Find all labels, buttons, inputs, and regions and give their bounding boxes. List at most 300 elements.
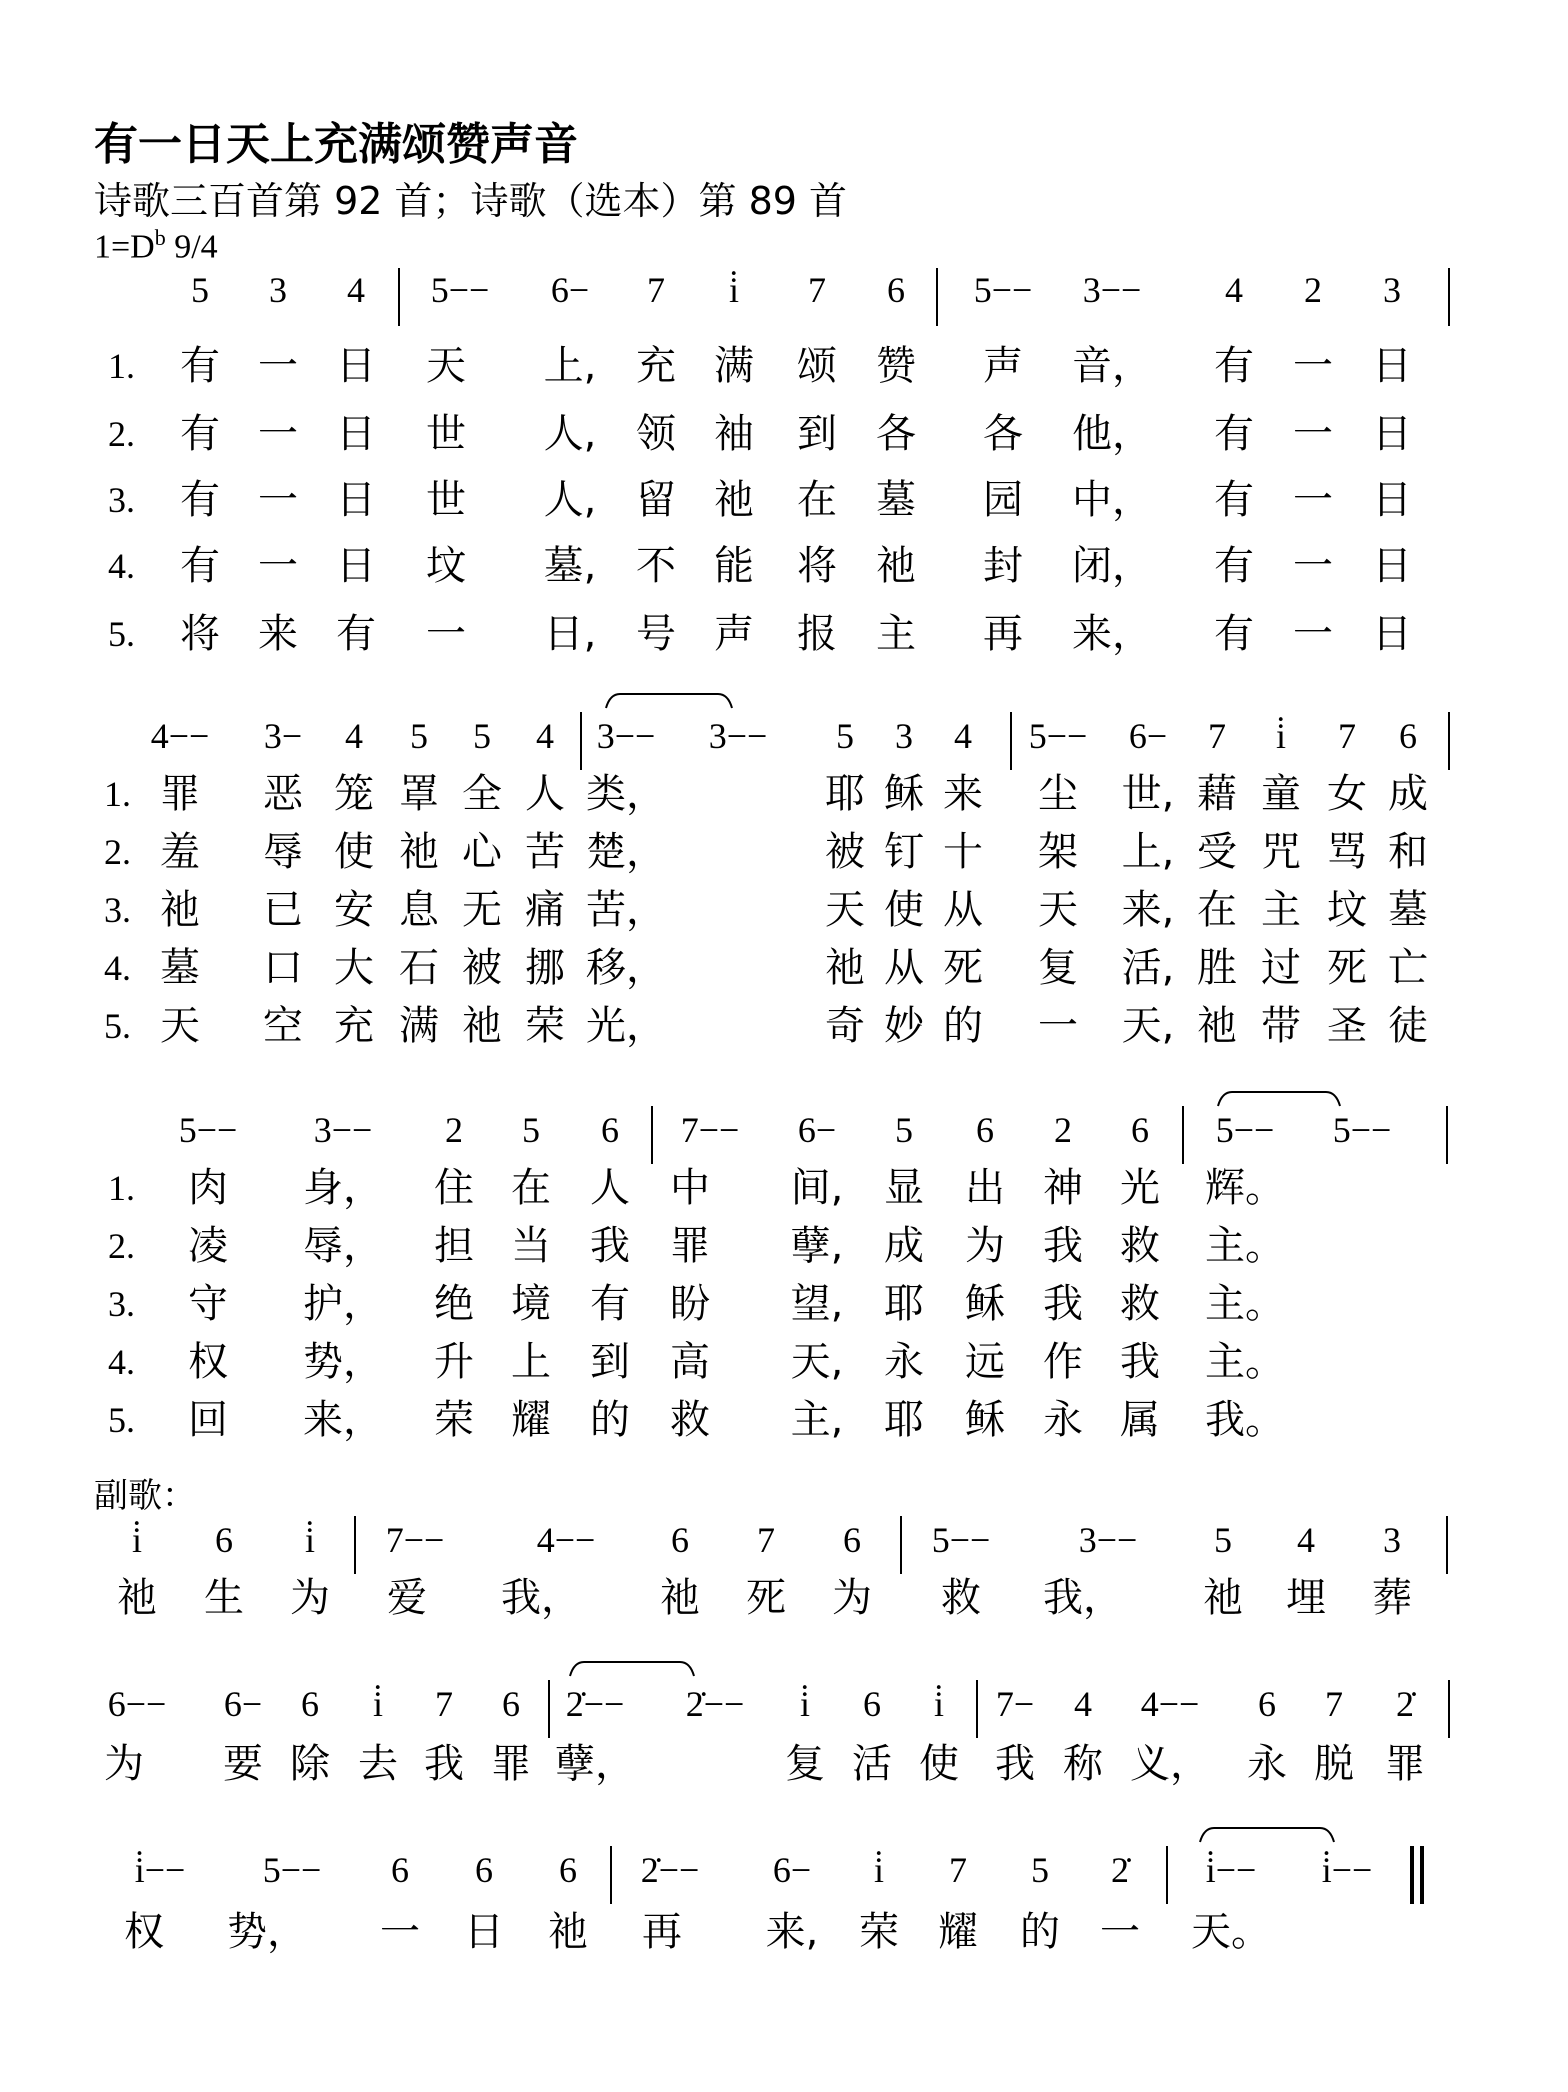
lyric: 天 (160, 1003, 200, 1049)
note: 3 (1383, 1520, 1401, 1560)
lyric: 神 (1043, 1165, 1083, 1211)
note: 4 (345, 716, 363, 756)
lyric: 祂 (825, 945, 865, 991)
lyric: 耀 (511, 1397, 551, 1443)
note: 6 (502, 1684, 520, 1724)
lyric: 权 (124, 1909, 164, 1955)
lyric: 将 (180, 611, 220, 657)
note: 5 (473, 716, 491, 756)
lyric: 领 (636, 411, 676, 457)
lyric: 满 (399, 1003, 439, 1049)
key-signature (94, 225, 218, 266)
lyric: 笼 (334, 771, 374, 817)
lyric: 死 (746, 1575, 786, 1621)
lyric: 升 (434, 1339, 474, 1385)
note: 7 (1325, 1684, 1343, 1724)
lyric: 我 (995, 1741, 1035, 1787)
lyric: 来， (303, 1397, 383, 1443)
lyric: 苦， (586, 887, 666, 933)
lyric: 日 (336, 543, 376, 589)
lyric: 大 (334, 945, 374, 991)
lyric: 救 (670, 1397, 710, 1443)
lyric: 埋 (1286, 1575, 1326, 1621)
lyric: 救 (1120, 1281, 1160, 1327)
lyric: 主。 (1205, 1339, 1285, 1385)
lyric: 人, (543, 411, 597, 457)
lyric: 一 (258, 343, 298, 389)
note: 5 (410, 716, 428, 756)
note: 6− (1128, 716, 1168, 756)
lyric: 安 (334, 887, 374, 933)
note: 7 (1338, 716, 1356, 756)
note: 4 (1074, 1684, 1092, 1724)
barline (900, 1516, 902, 1574)
note: 7− (995, 1684, 1035, 1724)
lyric: 的 (590, 1397, 630, 1443)
note: 4−− (1140, 1684, 1200, 1724)
lyric: 死 (1327, 945, 1367, 991)
note: 6 (887, 270, 905, 310)
verse-number: 2. (104, 832, 131, 872)
lyric: 到 (590, 1339, 630, 1385)
note: 6 (1399, 716, 1417, 756)
lyric: 孽， (555, 1741, 635, 1787)
lyric: 一 (258, 411, 298, 457)
lyric: 和 (1388, 829, 1428, 875)
note: i̇−− (1205, 1850, 1257, 1890)
lyric: 过 (1261, 945, 1301, 991)
lyric: 全 (462, 771, 502, 817)
barline (1446, 1106, 1448, 1164)
lyric: 属 (1120, 1397, 1160, 1443)
final-barline (1410, 1846, 1414, 1904)
lyric: 为 (104, 1741, 144, 1787)
lyric: 我 (590, 1223, 630, 1269)
barline (1448, 1680, 1450, 1738)
verse-number: 5. (108, 1400, 135, 1440)
verse-number: 2. (108, 414, 135, 454)
lyric: 耶 (884, 1397, 924, 1443)
lyric: 充 (636, 343, 676, 389)
lyric: 中 (670, 1165, 710, 1211)
note: 5 (836, 716, 854, 756)
verse-number: 2. (108, 1226, 135, 1266)
refrain-label: 副歌： (94, 1476, 196, 1516)
lyric: 耶 (825, 771, 865, 817)
key-flat: b (154, 225, 166, 250)
barline (548, 1680, 550, 1738)
lyric: 世 (426, 477, 466, 523)
lyric: 来, (1121, 887, 1175, 933)
lyric: 来 (258, 611, 298, 657)
lyric: 一 (258, 477, 298, 523)
lyric: 墓 (1388, 887, 1428, 933)
lyric: 尘 (1038, 771, 1078, 817)
note: 3 (895, 716, 913, 756)
lyric: 天 (825, 887, 865, 933)
note: 2̇ (1111, 1850, 1129, 1890)
note: i̇−− (1321, 1850, 1373, 1890)
lyric: 罩 (399, 771, 439, 817)
lyric: 身， (303, 1165, 383, 1211)
lyric: 救 (1120, 1223, 1160, 1269)
lyric: 受 (1197, 829, 1237, 875)
note: 5−− (1028, 716, 1088, 756)
lyric: 祂 (462, 1003, 502, 1049)
lyric: 祂 (160, 887, 200, 933)
note: 4 (347, 270, 365, 310)
lyric: 赞 (876, 343, 916, 389)
lyric: 日 (336, 477, 376, 523)
lyric: 主 (1261, 887, 1301, 933)
lyric: 祂 (399, 829, 439, 875)
lyric: 死 (943, 945, 983, 991)
note: 6− (223, 1684, 263, 1724)
lyric: 人, (543, 477, 597, 523)
lyric: 天, (1121, 1003, 1175, 1049)
note: 2̇−− (640, 1850, 700, 1890)
note: 2 (1304, 270, 1322, 310)
note: 2̇−− (565, 1684, 625, 1724)
lyric: 绝 (434, 1281, 474, 1327)
note: 6 (1258, 1684, 1276, 1724)
note: 5 (1214, 1520, 1232, 1560)
lyric: 日 (1372, 543, 1412, 589)
lyric: 一 (380, 1909, 420, 1955)
barline (651, 1106, 653, 1164)
note: 5−− (178, 1110, 238, 1150)
lyric: 除 (290, 1741, 330, 1787)
lyric: 光， (586, 1003, 666, 1049)
lyric: 已 (263, 887, 303, 933)
lyric: 再 (983, 611, 1023, 657)
lyric: 园 (983, 477, 1023, 523)
lyric: 复 (785, 1741, 825, 1787)
note: 6 (1131, 1110, 1149, 1150)
lyric: 满 (714, 343, 754, 389)
note: 4 (1297, 1520, 1315, 1560)
note: 3 (269, 270, 287, 310)
lyric: 稣 (965, 1281, 1005, 1327)
lyric: 称 (1063, 1741, 1103, 1787)
lyric: 墓 (876, 477, 916, 523)
lyric: 孽, (790, 1223, 844, 1269)
lyric: 留 (636, 477, 676, 523)
note: 2̇ (1396, 1684, 1414, 1724)
lyric: 守 (188, 1281, 228, 1327)
lyric: 去 (358, 1741, 398, 1787)
lyric: 祂 (117, 1575, 157, 1621)
lyric: 藉 (1197, 771, 1237, 817)
lyric: 使 (334, 829, 374, 875)
barline (936, 268, 938, 326)
lyric: 恶 (263, 771, 303, 817)
lyric: 来， (1072, 611, 1152, 657)
note: i̇ (799, 1684, 811, 1724)
verse-number: 5. (104, 1006, 131, 1046)
lyric: 号 (636, 611, 676, 657)
note: 4−− (150, 716, 210, 756)
note: i̇ (1275, 716, 1287, 756)
lyric: 声 (714, 611, 754, 657)
lyric: 日 (336, 411, 376, 457)
lyric: 一 (258, 543, 298, 589)
lyric: 出 (965, 1165, 1005, 1211)
lyric: 报 (797, 611, 837, 657)
lyric: 日 (464, 1909, 504, 1955)
lyric: 肉 (188, 1165, 228, 1211)
note: 6 (976, 1110, 994, 1150)
lyric: 主。 (1205, 1223, 1285, 1269)
lyric: 圣 (1327, 1003, 1367, 1049)
note: 4−− (536, 1520, 596, 1560)
lyric: 为 (832, 1575, 872, 1621)
note: 2̇−− (685, 1684, 745, 1724)
verse-number: 4. (108, 546, 135, 586)
note: 7−− (385, 1520, 445, 1560)
tie-slur (1200, 1826, 1334, 1844)
lyric: 成 (884, 1223, 924, 1269)
lyric: 痛 (525, 887, 565, 933)
lyric: 日, (543, 611, 597, 657)
lyric: 当 (511, 1223, 551, 1269)
note: 4 (954, 716, 972, 756)
lyric: 十 (943, 829, 983, 875)
lyric: 稣 (884, 771, 924, 817)
barline (610, 1846, 612, 1904)
lyric: 音， (1072, 343, 1152, 389)
note: 6 (863, 1684, 881, 1724)
lyric: 人 (525, 771, 565, 817)
lyric: 有 (1214, 611, 1254, 657)
lyric: 将 (797, 543, 837, 589)
lyric: 作 (1043, 1339, 1083, 1385)
lyric: 的 (1020, 1909, 1060, 1955)
verse-number: 3. (108, 480, 135, 520)
lyric: 权 (188, 1339, 228, 1385)
lyric: 一 (1293, 411, 1333, 457)
key-main: 1=D (94, 228, 155, 266)
lyric: 我 (424, 1741, 464, 1787)
lyric: 封 (983, 543, 1023, 589)
lyric: 息 (399, 887, 439, 933)
lyric: 心 (462, 829, 502, 875)
verse-number: 4. (104, 948, 131, 988)
lyric: 一 (1293, 477, 1333, 523)
lyric: 坟 (1327, 887, 1367, 933)
note: 3−− (1078, 1520, 1138, 1560)
note: 5−− (1215, 1110, 1275, 1150)
lyric: 架 (1038, 829, 1078, 875)
lyric: 荣 (525, 1003, 565, 1049)
lyric: 天 (1038, 887, 1078, 933)
note: i̇ (873, 1850, 885, 1890)
tie-slur (1218, 1090, 1340, 1108)
note: 5−− (931, 1520, 991, 1560)
lyric: 有 (590, 1281, 630, 1327)
note: 6 (601, 1110, 619, 1150)
lyric: 墓 (160, 945, 200, 991)
note: i̇ (728, 270, 740, 310)
lyric: 苦 (525, 829, 565, 875)
lyric: 脱 (1314, 1741, 1354, 1787)
lyric: 有 (180, 543, 220, 589)
lyric: 高 (670, 1339, 710, 1385)
note: 6−− (107, 1684, 167, 1724)
note: 6 (559, 1850, 577, 1890)
note: 3−− (708, 716, 768, 756)
note: 5 (895, 1110, 913, 1150)
lyric: 护， (303, 1281, 383, 1327)
note: 2 (445, 1110, 463, 1150)
lyric: 耀 (938, 1909, 978, 1955)
lyric: 荣 (859, 1909, 899, 1955)
lyric: 辉。 (1205, 1165, 1285, 1211)
lyric: 光 (1120, 1165, 1160, 1211)
lyric: 挪 (525, 945, 565, 991)
note: 6− (550, 270, 590, 310)
lyric: 罪 (670, 1223, 710, 1269)
note: 5 (522, 1110, 540, 1150)
lyric: 祂 (548, 1909, 588, 1955)
lyric: 辱 (263, 829, 303, 875)
lyric: 日 (1372, 611, 1412, 657)
lyric: 日 (1372, 411, 1412, 457)
lyric: 使 (884, 887, 924, 933)
lyric: 被 (462, 945, 502, 991)
lyric: 回 (188, 1397, 228, 1443)
lyric: 有 (1214, 411, 1254, 457)
lyric: 势， (227, 1909, 307, 1955)
lyric: 境 (511, 1281, 551, 1327)
lyric: 骂 (1327, 829, 1367, 875)
verse-number: 3. (104, 890, 131, 930)
lyric: 被 (825, 829, 865, 875)
note: 3−− (596, 716, 656, 756)
lyric: 天。 (1191, 1909, 1271, 1955)
lyric: 石 (399, 945, 439, 991)
lyric: 一 (1100, 1909, 1140, 1955)
lyric: 有 (180, 343, 220, 389)
lyric: 我， (501, 1575, 581, 1621)
lyric: 空 (263, 1003, 303, 1049)
lyric: 闭， (1072, 543, 1152, 589)
lyric: 带 (1261, 1003, 1301, 1049)
verse-number: 5. (108, 614, 135, 654)
lyric: 为 (290, 1575, 330, 1621)
lyric: 祂 (660, 1575, 700, 1621)
note: 7 (949, 1850, 967, 1890)
lyric: 罪 (1385, 1741, 1425, 1787)
key-time: 9/4 (165, 228, 218, 266)
lyric: 能 (714, 543, 754, 589)
lyric: 势， (303, 1339, 383, 1385)
lyric: 稣 (965, 1397, 1005, 1443)
lyric: 要 (223, 1741, 263, 1787)
lyric: 住 (434, 1165, 474, 1211)
lyric: 救 (941, 1575, 981, 1621)
lyric: 一 (426, 611, 466, 657)
note: i̇−− (134, 1850, 186, 1890)
barline (580, 712, 582, 770)
lyric: 上, (1121, 829, 1175, 875)
note: 5 (1031, 1850, 1049, 1890)
lyric: 日 (336, 343, 376, 389)
lyric: 我 (1120, 1339, 1160, 1385)
note: i̇ (933, 1684, 945, 1724)
lyric: 从 (884, 945, 924, 991)
lyric: 耶 (884, 1281, 924, 1327)
barline (1010, 712, 1012, 770)
lyric: 主 (876, 611, 916, 657)
lyric: 来 (943, 771, 983, 817)
lyric: 奇 (825, 1003, 865, 1049)
verse-number: 4. (108, 1342, 135, 1382)
lyric: 永 (1247, 1741, 1287, 1787)
verse-number: 1. (104, 774, 131, 814)
barline (976, 1680, 978, 1738)
tie-slur (606, 692, 732, 710)
lyric: 无 (462, 887, 502, 933)
note: 6 (671, 1520, 689, 1560)
lyric: 天 (426, 343, 466, 389)
lyric: 荣 (434, 1397, 474, 1443)
verse-number: 1. (108, 346, 135, 386)
note: 6 (301, 1684, 319, 1724)
lyric: 担 (434, 1223, 474, 1269)
hymn-subtitle: 诗歌三百首第 92 首；诗歌（选本）第 89 首 (94, 179, 848, 223)
lyric: 移， (586, 945, 666, 991)
lyric: 我 (1043, 1281, 1083, 1327)
lyric: 在 (511, 1165, 551, 1211)
lyric: 爱 (387, 1575, 427, 1621)
note: 7 (808, 270, 826, 310)
lyric: 辱， (303, 1223, 383, 1269)
lyric: 再 (642, 1909, 682, 1955)
lyric: 一 (1293, 611, 1333, 657)
note: i̇ (372, 1684, 384, 1724)
note: 7 (757, 1520, 775, 1560)
lyric: 口 (263, 945, 303, 991)
note: 3 (1383, 270, 1401, 310)
note: 7 (435, 1684, 453, 1724)
lyric: 类， (586, 771, 666, 817)
lyric: 有 (180, 477, 220, 523)
lyric: 世 (426, 411, 466, 457)
lyric: 成 (1388, 771, 1428, 817)
verse-number: 3. (108, 1284, 135, 1324)
lyric: 显 (884, 1165, 924, 1211)
note: 5−− (973, 270, 1033, 310)
note: 7−− (680, 1110, 740, 1150)
lyric: 活, (1121, 945, 1175, 991)
barline (1446, 1516, 1448, 1574)
lyric: 罪 (491, 1741, 531, 1787)
lyric: 有 (1214, 343, 1254, 389)
tie-slur (570, 1660, 694, 1678)
lyric: 颂 (797, 343, 837, 389)
final-barline (1420, 1846, 1424, 1904)
note: 5 (191, 270, 209, 310)
lyric: 人 (590, 1165, 630, 1211)
lyric: 活 (852, 1741, 892, 1787)
verse-number: 1. (108, 1168, 135, 1208)
lyric: 来, (765, 1909, 819, 1955)
lyric: 中， (1072, 477, 1152, 523)
lyric: 钉 (884, 829, 924, 875)
lyric: 一 (1038, 1003, 1078, 1049)
lyric: 女 (1327, 771, 1367, 817)
